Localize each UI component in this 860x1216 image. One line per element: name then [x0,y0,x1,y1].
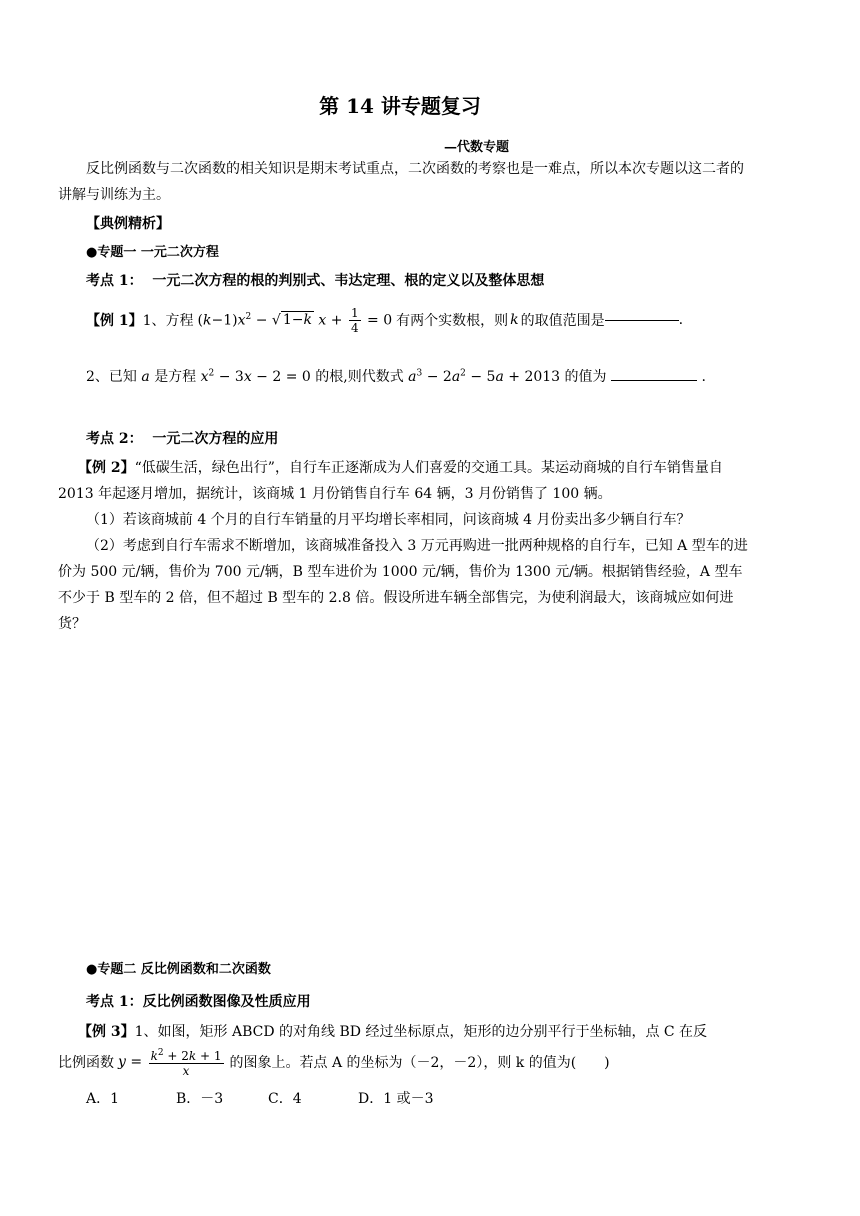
page-title: 第 14 讲专题复习 [319,94,481,118]
function-formula: y = $\frac{k^2 + 2k + 1}{x}$ [118,1048,222,1078]
q1-middle: 有两个实数根，则 [396,313,509,329]
topic2-point1 [86,991,311,1011]
var-a: a [141,369,150,385]
example1-q1 [86,300,683,340]
option-d[interactable]: D．1 或－3 [358,1091,434,1107]
q2-post: 的值为 [564,369,607,385]
point-label: 考点 1： [86,273,143,289]
topic1-point2 [86,428,278,448]
q2-middle2: 的根,则代数式 [315,369,404,385]
example-tag: 【例 3】 [78,1024,135,1040]
q2-middle: 是方程 [154,369,197,385]
point-text: 一元二次方程的应用 [152,431,279,447]
intro-paragraph: 反比例函数与二次函数的相关知识是期末考试重点，二次函数的考察也是一难点，所以本次专题以这二者的讲解与训练为主。 [58,161,744,203]
section-label: 【典例精析】 [86,216,170,232]
equation-2: $x^2 - 3x - 2 = 0$ [200,368,311,385]
example3-line2 [58,1042,610,1082]
q2-end: . [701,369,706,385]
q1-post: 的取值范围是 [520,313,605,329]
example2-text: “低碳生活，绿色出行”，自行车正逐渐成为人们喜爱的交通工具。某运动商城的自行车销售量自 2013 年起逐月增加，据统计，该商城 1 月份销售自行车 64 辆，3 月份销售了 100 辆。 [58,460,723,502]
example2-q1: （1）若该商城前 4 个月的自行车销量的月平均增长率相同，问该商城 4 月份卖出多少辆自行车？ [86,512,691,528]
topic2-title: ●专题二 反比例函数和二次函数 [86,962,271,977]
line2-prefix: 比例函数 [58,1055,114,1071]
point-text: 反比例函数图像及性质应用 [142,994,311,1010]
point-label: 考点 1： [86,994,143,1010]
example2-body [58,455,748,507]
q2-prefix: 2、已知 [86,369,137,385]
answer-blank[interactable] [605,320,679,321]
line2-post: 的图象上。若点 A 的坐标为（－2，－2），则 k 的值为( ) [229,1055,610,1071]
option-a[interactable]: A．1 [86,1091,120,1107]
example-tag: 【例 2】 [78,460,135,476]
topic1-title: ●专题一 一元二次方程 [86,245,219,260]
example2-q2: （2）考虑到自行车需求不断增加，该商城准备投入 3 万元再购进一批两种规格的自行车，已知 A 型车的进价为 500 元/辆，售价为 700 元/辆，B 型车进价为 1000 元/辆，售价为 1300 元/辆。根据销售经验，A 型车不少于 B 型车的 2 倍，但不超过 B 型车的 2.8 倍。假设所进车辆全部售完，为使利润最大，该商城应如何进货？ [58,538,748,632]
q1-prefix: 1、方程 [142,313,194,329]
example3-line1 [78,1021,707,1041]
option-b[interactable]: B．－3 [176,1091,224,1107]
point-text: 一元二次方程的根的判别式、韦达定理、根的定义以及整体思想 [152,273,545,289]
point-label: 考点 2： [86,431,143,447]
example-tag: 【例 1】 [86,313,143,329]
page-subtitle: —代数专题 [444,140,510,155]
answer-blank[interactable] [611,380,697,381]
example3-text: 1、如图，矩形 ABCD 的对角线 BD 经过坐标原点，矩形的边分别平行于坐标轴，点 C 在反 [134,1024,708,1040]
option-c[interactable]: C．4 [268,1091,302,1107]
expression: $a^3 - 2a^2 - 5a + 2013$ [408,368,561,385]
q1-end: . [678,312,684,328]
var-k: k [510,312,519,328]
topic1-point1 [86,270,544,290]
example1-q2 [86,366,706,386]
equation-1: $(k-1)x^2$ − √ 1−k x + $\frac{1}{4}$ = 0 [197,305,393,335]
